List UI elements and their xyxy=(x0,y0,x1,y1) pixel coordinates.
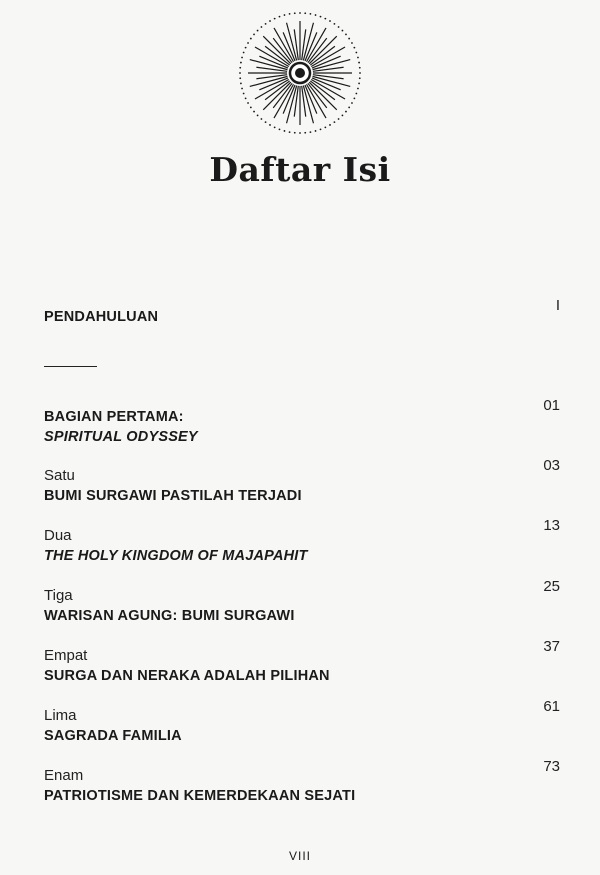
toc-entry-page: 25 xyxy=(543,578,560,595)
toc-entry-chapter-2 xyxy=(44,526,564,566)
toc-entry-heading: WARISAN AGUNG: BUMI SURGAWI xyxy=(44,608,295,624)
toc-entry-label: Tiga xyxy=(44,587,73,604)
toc-entry-page: I xyxy=(555,297,560,314)
toc-entry-heading: SURGA DAN NERAKA ADALAH PILIHAN xyxy=(44,668,330,684)
toc-entry-page: 73 xyxy=(543,758,560,775)
sunburst-ornament-icon xyxy=(235,8,365,138)
toc-entry-heading: BUMI SURGAWI PASTILAH TERJADI xyxy=(44,488,302,504)
toc-entry-heading: SAGRADA FAMILIA xyxy=(44,728,182,744)
toc-entry-chapter-6 xyxy=(44,766,564,806)
toc-entry-page: 13 xyxy=(543,517,560,534)
toc-entry-page: 37 xyxy=(543,638,560,655)
toc-entry-subheading: SPIRITUAL ODYSSEY xyxy=(44,429,198,445)
toc-entry-label: Empat xyxy=(44,647,88,664)
toc-entry-part-one xyxy=(44,407,564,447)
toc-entry-chapter-5 xyxy=(44,706,564,746)
toc-entry-chapter-1 xyxy=(44,466,564,506)
toc-entry-page: 03 xyxy=(543,457,560,474)
toc-entry-heading: BAGIAN PERTAMA: xyxy=(44,409,184,425)
toc-entry-heading: PATRIOTISME DAN KEMERDEKAAN SEJATI xyxy=(44,788,356,804)
toc-entry-heading: PENDAHULUAN xyxy=(44,309,159,325)
toc-entry-label: Enam xyxy=(44,767,84,784)
toc-entry-label: Dua xyxy=(44,527,72,544)
page-title: Daftar Isi xyxy=(209,150,391,189)
toc-entry-heading: THE HOLY KINGDOM OF MAJAPAHIT xyxy=(44,548,308,564)
toc-entry-label: Lima xyxy=(44,707,77,724)
toc-entry-pendahuluan xyxy=(44,307,564,327)
toc-entry-chapter-4 xyxy=(44,646,564,686)
page-number: VIII xyxy=(288,849,311,863)
toc-entry-label: Satu xyxy=(44,467,75,484)
toc-entry-page: 61 xyxy=(543,698,560,715)
section-divider xyxy=(44,366,97,367)
toc-entry-chapter-3 xyxy=(44,586,564,626)
toc-entry-page: 01 xyxy=(543,397,560,414)
